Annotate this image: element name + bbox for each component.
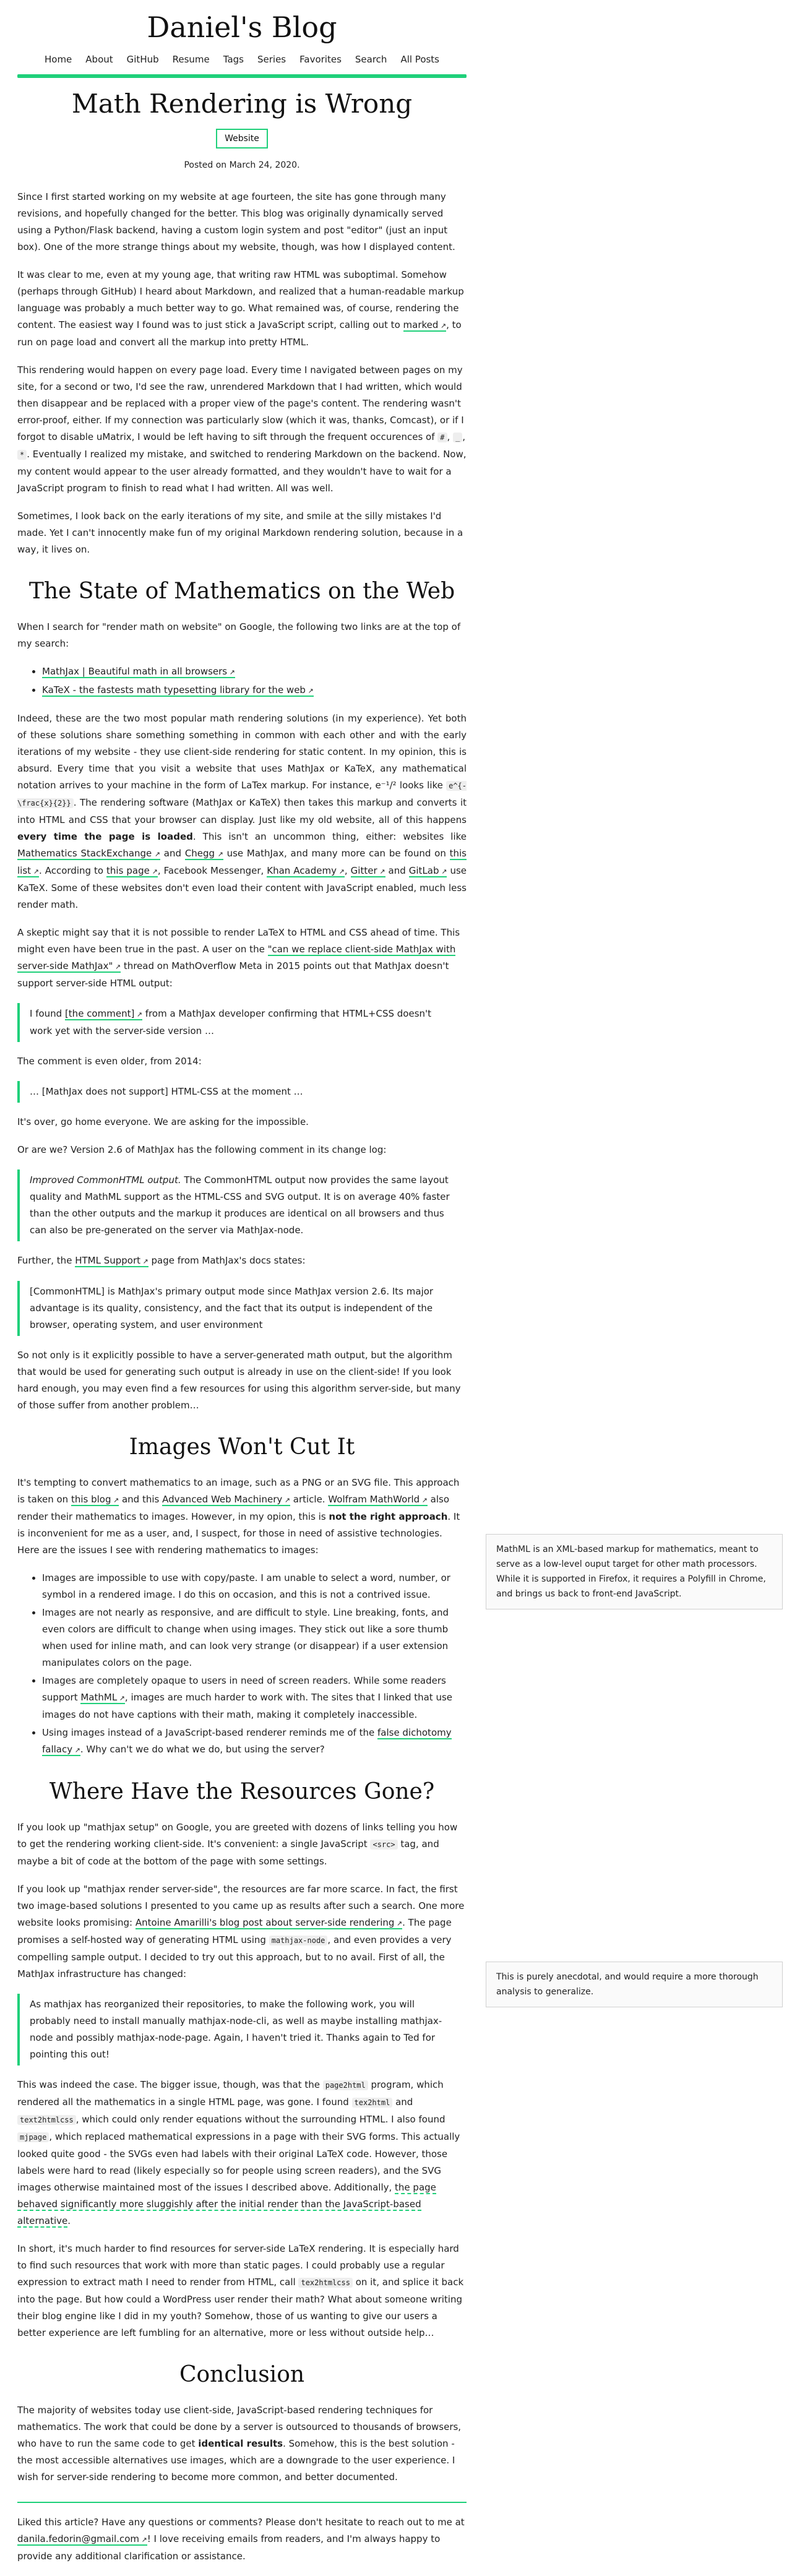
sidenote-mathml: MathML is an XML-based markup for mathematics, meant to serve as a low-level ouput target for other math processors. While it is supported in Firefox, it requires a Polyfill in Chrome, and brings us back to front-end JavaScript. — [486, 1534, 783, 1609]
post-date: Posted on March 24, 2020. — [184, 160, 300, 170]
inline-code: <src> — [370, 1840, 397, 1850]
link-gitter[interactable]: Gitter ↗ — [351, 865, 385, 877]
link-marked[interactable]: marked ↗ — [403, 319, 447, 332]
paragraph: If you look up "mathjax setup" on Google, you are greeted with dozens of links telling you how to get the rendering working client-side. It's convenient: a single JavaScript <src> tag, and maybe a bit of code at the bottom of the page with some settings. — [17, 1822, 458, 1867]
link-advanced-web-machinery[interactable]: Advanced Web Machinery ↗ — [162, 1494, 290, 1506]
paragraph: So not only is it explicitly possible to have a server-generated math output, but the algorithm that would be used for generating such output is already in use on the client-side! If you look hard enough, you may even find a few resources for using this algorithm server-side, but many of those suffer from another problem… — [17, 1350, 461, 1411]
sidenote-anecdotal: This is purely anecdotal, and would require a more thorough analysis to generalize. — [486, 1962, 783, 2007]
blockquote: Improved CommonHTML output. The CommonHTML output now provides the same layout quality and MathML support as the HTML-CSS and SVG output. It is on average 40% faster than the other outputs and the markup it produces are identical on all browsers and thus can also be pre-generated on the server via MathJax-node. — [17, 1170, 467, 1241]
link-katex[interactable]: KaTeX - the fastests math typesetting library for the web ↗ — [42, 684, 314, 697]
paragraph: A skeptic might say that it is not possible to render LaTeX to HTML and CSS ahead of time. This might even have been true in the past. A user on the "can we replace client-side MathJax with server-side MathJax" ↗ thread on MathOverflow Meta in 2015 points out that MathJax doesn't support server-side HTML output: — [17, 924, 467, 992]
link-this-list[interactable]: this list ↗ — [17, 848, 467, 877]
nav-resume[interactable]: Resume — [172, 54, 210, 65]
nav-tags[interactable]: Tags — [223, 54, 244, 65]
paragraph: When I search for "render math on website" on Google, the following two links are at the top of my search: — [17, 621, 461, 649]
link-math-stackexchange[interactable]: Mathematics StackExchange ↗ — [17, 848, 160, 860]
link-the-comment[interactable]: [the comment] ↗ — [65, 1008, 142, 1020]
link-list — [42, 663, 467, 699]
footer-divider — [17, 2502, 467, 2503]
nav-about[interactable]: About — [85, 54, 113, 65]
inline-code: e^{-\frac{x}{2}} — [17, 782, 467, 808]
inline-code: # — [437, 433, 447, 442]
sidenote-anchor[interactable]: the page behaved significantly more sluggishly after the initial render than the JavaScript-based alternative — [17, 2182, 436, 2226]
nav-all-posts[interactable]: All Posts — [400, 54, 440, 65]
inline-code: mathjax-node — [269, 1936, 328, 1945]
list-item: • Using images instead of a JavaScript-based renderer reminds me of the false dichotomy fallacy ↗ . Why can't we do what we do, but using the server? — [42, 1725, 467, 1759]
list-item — [42, 663, 467, 681]
link-wolfram-mathworld[interactable]: Wolfram MathWorld ↗ — [328, 1494, 428, 1506]
paragraph: It's over, go home everyone. We are asking for the impossible. — [17, 1116, 309, 1127]
paragraph: The majority of websites today use client-side, JavaScript-based rendering techniques for mathematics. The work that could be done by a server is outsourced to thousands of browsers, who have to run the same code to get identical results. Somehow, this is the best solution - the most accessible alternatives use images, which are a downgrade to the user experience. I wish for server-side rendering to become more common, and better documented. — [17, 2405, 462, 2483]
section-heading: Where Have the Resources Gone? — [49, 1779, 435, 1804]
list-item: • Images are completely opaque to users in need of screen readers. While some readers support MathML ↗ , images are much harder to work with. The sites that I linked that use images do not have captions with their math, making it completely inaccessible. — [42, 1673, 467, 1723]
inline-code: tex2htmlcss — [298, 2278, 352, 2288]
paragraph: Sometimes, I look back on the early iterations of my site, and smile at the silly mistakes I'd made. Yet I can't innocently make fun of my original Markdown rendering solution, because in a way, it lives on. — [17, 510, 463, 555]
section-heading: Conclusion — [179, 2362, 305, 2387]
blockquote: I found [the comment] ↗ from a MathJax developer confirming that HTML+CSS doesn't work yet with the server-side version … — [17, 1003, 467, 1042]
nav-series[interactable]: Series — [257, 54, 286, 65]
list-item — [42, 682, 467, 699]
article-title: Math Rendering is Wrong — [71, 88, 413, 119]
paragraph: This rendering would happen on every page load. Every time I navigated between pages on my site, for a second or two, I'd see the raw, unrendered Markdown that I had written, which would then disappear and be replaced with a proper view of the page's content. The rendering wasn't error-proof, either. If my connection was particularly slow (which it was, thanks, Comcast), or if I forgot to disable uMatrix, I would be left having to sift through the frequent occurences of # , _ , * . Eventually I realized my mistake, and switched to rendering Markdown on the backend. Now, my content would appear to the user already formatted, and they wouldn't have to wait for a JavaScript program to finish to read what I had written. All was well. — [17, 364, 467, 494]
paragraph: It's tempting to convert mathematics to an image, such as a PNG or an SVG file. This approach is taken on this blog ↗ and this Advanced Web Machinery ↗ article. Wolfram MathWorld ↗ also render their mathematics to images. However, in my opion, this is not the right approach. It is inconvenient for me as a user, and, I suspect, for those in need of assistive technologies. Here are the issues I see with rendering mathematics to images: — [17, 1475, 467, 1559]
paragraph: This was indeed the case. The bigger issue, though, was that the page2html program, which rendered all the mathematics in a single HTML page, was gone. I found tex2html and text2htmlcss , which could only render equations without the surrounding HTML. I also found mjpage , which replaced mathematical expressions in a page with their SVG forms. This actually looked quite good - the SVGs even had labels with their original LaTeX code. However, those labels were hard to read (likely especially so for people using screen readers), and the SVG images otherwise maintained most of the issues I described above. Additionally, the page behaved significantly more sluggishly after the initial render than the JavaScript-based alternative. — [17, 2079, 460, 2226]
nav-search[interactable]: Search — [355, 54, 387, 65]
nav-favorites[interactable]: Favorites — [299, 54, 342, 65]
link-this-blog[interactable]: this blog ↗ — [71, 1494, 119, 1506]
inline-code: text2htmlcss — [17, 2115, 76, 2125]
paragraph: Further, the HTML Support ↗ page from MathJax's docs states: — [17, 1252, 467, 1270]
inline-code: _ — [453, 433, 462, 442]
paragraph: Indeed, these are the two most popular math rendering solutions (in my experience). Yet both of these solutions share something something in common with each other and with the early iterations of my website - they use client-side rendering for static content. In my opinion, this is absurd. Every time that you visit a website that uses MathJax or KaTeX, any mathematical notation arrives to your machine in the form of LaTex markup. For instance, e⁻¹/² looks like e^{-\frac{x}{2}} . The rendering software (MathJax or KaTeX) then takes this markup and converts it into HTML and CSS that your browser can display. Just like my old website, all of this happens every time the page is loaded. This isn't an uncommon thing, either: websites like Mathematics StackExchange ↗ and Chegg ↗ use MathJax, and many more can be found on this list ↗ . According to this page ↗ , Facebook Messenger, Khan Academy ↗ , Gitter ↗ and GitLab ↗ use KaTeX. Some of these websites don't even load their content with JavaScript enabled, much less render math. — [17, 710, 467, 913]
blockquote: … [MathJax does not support] HTML-CSS at the moment … — [17, 1081, 467, 1103]
issue-list — [42, 1570, 467, 1759]
paragraph: In short, it's much harder to find resources for server-side LaTeX rendering. It is especially hard to find such resources that work with more than static pages. I could probably use a regular expression to extract math I need to render from HTML, call tex2htmlcss on it, and splice it back into the page. But how could a WordPress user render their math? What about someone writing their blog engine like I did in my youth? Somehow, those of us wanting to give our users a better experience are left fumbling for an alternative, more or less without outside help… — [17, 2243, 464, 2338]
paragraph: If you look up "mathjax render server-side", the resources are far more scarce. In fact, the first two image-based solutions I presented to you came up as results after such a search. One more website looks promising: Antoine Amarilli's blog post about server-side rendering ↗ . The page promises a self-hosted way of generating HTML using mathjax-node , and even provides a very compelling sample output. I decided to try out this approach, but to no avail. First of all, the MathJax infrastructure has changed: — [17, 1881, 467, 1983]
email-link[interactable]: danila.fedorin@gmail.com ↗ — [17, 2533, 147, 2546]
list-item: • Images are impossible to use with copy/paste. I am unable to select a word, number, or symbol in a rendered image. I do this on occasion, and this is not a contrived issue. — [42, 1570, 467, 1603]
nav-divider — [17, 74, 467, 78]
link-chegg[interactable]: Chegg ↗ — [185, 848, 223, 860]
link-mathml[interactable]: MathML ↗ — [80, 1692, 125, 1704]
inline-code: tex2html — [352, 2098, 393, 2108]
paragraph: The comment is even older, from 2014: — [17, 1056, 202, 1067]
paragraph: Since I first started working on my website at age fourteen, the site has gone through many revisions, and hopefully changed for the better. This blog was originally dynamically served using a Python/Flask backend, having a custom login system and post "editor" (just an input box). One of the more strange things about my website, though, was how I displayed content. — [17, 191, 455, 252]
inline-code: * — [17, 450, 27, 460]
site-title-link[interactable]: Daniel's Blog — [147, 11, 337, 44]
list-item: • Images are not nearly as responsive, and are difficult to style. Line breaking, fonts, and even colors are difficult to change when using images. They stick out like a sore thumb when used for inline math, and can look very strange (or disappear) if a user extension manipulates colors on the page. — [42, 1605, 467, 1671]
link-mathjax[interactable]: MathJax | Beautiful math in all browsers ↗ — [42, 666, 235, 678]
blockquote: [CommonHTML] is MathJax's primary output mode since MathJax version 2.6. Its major advantage is its quality, consistency, and the fact that its output is independent of the browser, operating system, and user environment — [17, 1281, 467, 1336]
link-amarilli-blog[interactable]: Antoine Amarilli's blog post about server-side rendering ↗ — [136, 1917, 402, 1929]
site-header — [17, 0, 467, 78]
link-false-dichotomy[interactable]: false dichotomy fallacy ↗ — [42, 1727, 452, 1756]
section-heading: The State of Mathematics on the Web — [28, 579, 455, 604]
math-expression: e⁻¹/² — [375, 780, 397, 791]
inline-code: page2html — [323, 2080, 368, 2090]
nav-home[interactable]: Home — [44, 54, 72, 65]
blockquote: As mathjax has reorganized their repositories, to make the following work, you will probably need to install manually mathjax-node-cli, as well as maybe installing mathjax-node and possibly mathjax-node-page. Again, I haven't tried it. Thanks again to Ted for pointing this out! — [17, 1994, 467, 2066]
paragraph: Or are we? Version 2.6 of MathJax has the following comment in its change log: — [17, 1144, 387, 1155]
link-html-support[interactable]: HTML Support ↗ — [75, 1255, 148, 1267]
link-mathoverflow-thread[interactable]: "can we replace client-side MathJax with server-side MathJax" ↗ — [17, 944, 455, 973]
section-heading: Images Won't Cut It — [129, 1434, 355, 1460]
footer-text: Liked this article? Have any questions or comments? Please don't hesitate to reach out to me at danila.fedorin@gmail.com ↗ ! I love receiving emails from readers, and I'm always happy to provide any additional clarification or assistance. — [17, 2514, 467, 2565]
main-nav — [17, 52, 467, 67]
inline-code: mjpage — [17, 2132, 49, 2142]
tag-website[interactable]: Website — [216, 129, 268, 149]
link-khan-academy[interactable]: Khan Academy ↗ — [267, 865, 345, 877]
link-gitlab[interactable]: GitLab ↗ — [409, 865, 447, 877]
article — [17, 87, 467, 2576]
nav-github[interactable]: GitHub — [126, 54, 159, 65]
link-this-page[interactable]: this page ↗ — [106, 865, 158, 877]
paragraph: It was clear to me, even at my young age, that writing raw HTML was suboptimal. Somehow (perhaps through GitHub) I heard about Markdown, and realized that a human-readable markup language was probably a much better way to go. What remained was, of course, rendering the content. The easiest way I found was to just stick a JavaScript script, calling out to marked ↗ , to run on page load and convert all the markup into pretty HTML. — [17, 267, 467, 351]
